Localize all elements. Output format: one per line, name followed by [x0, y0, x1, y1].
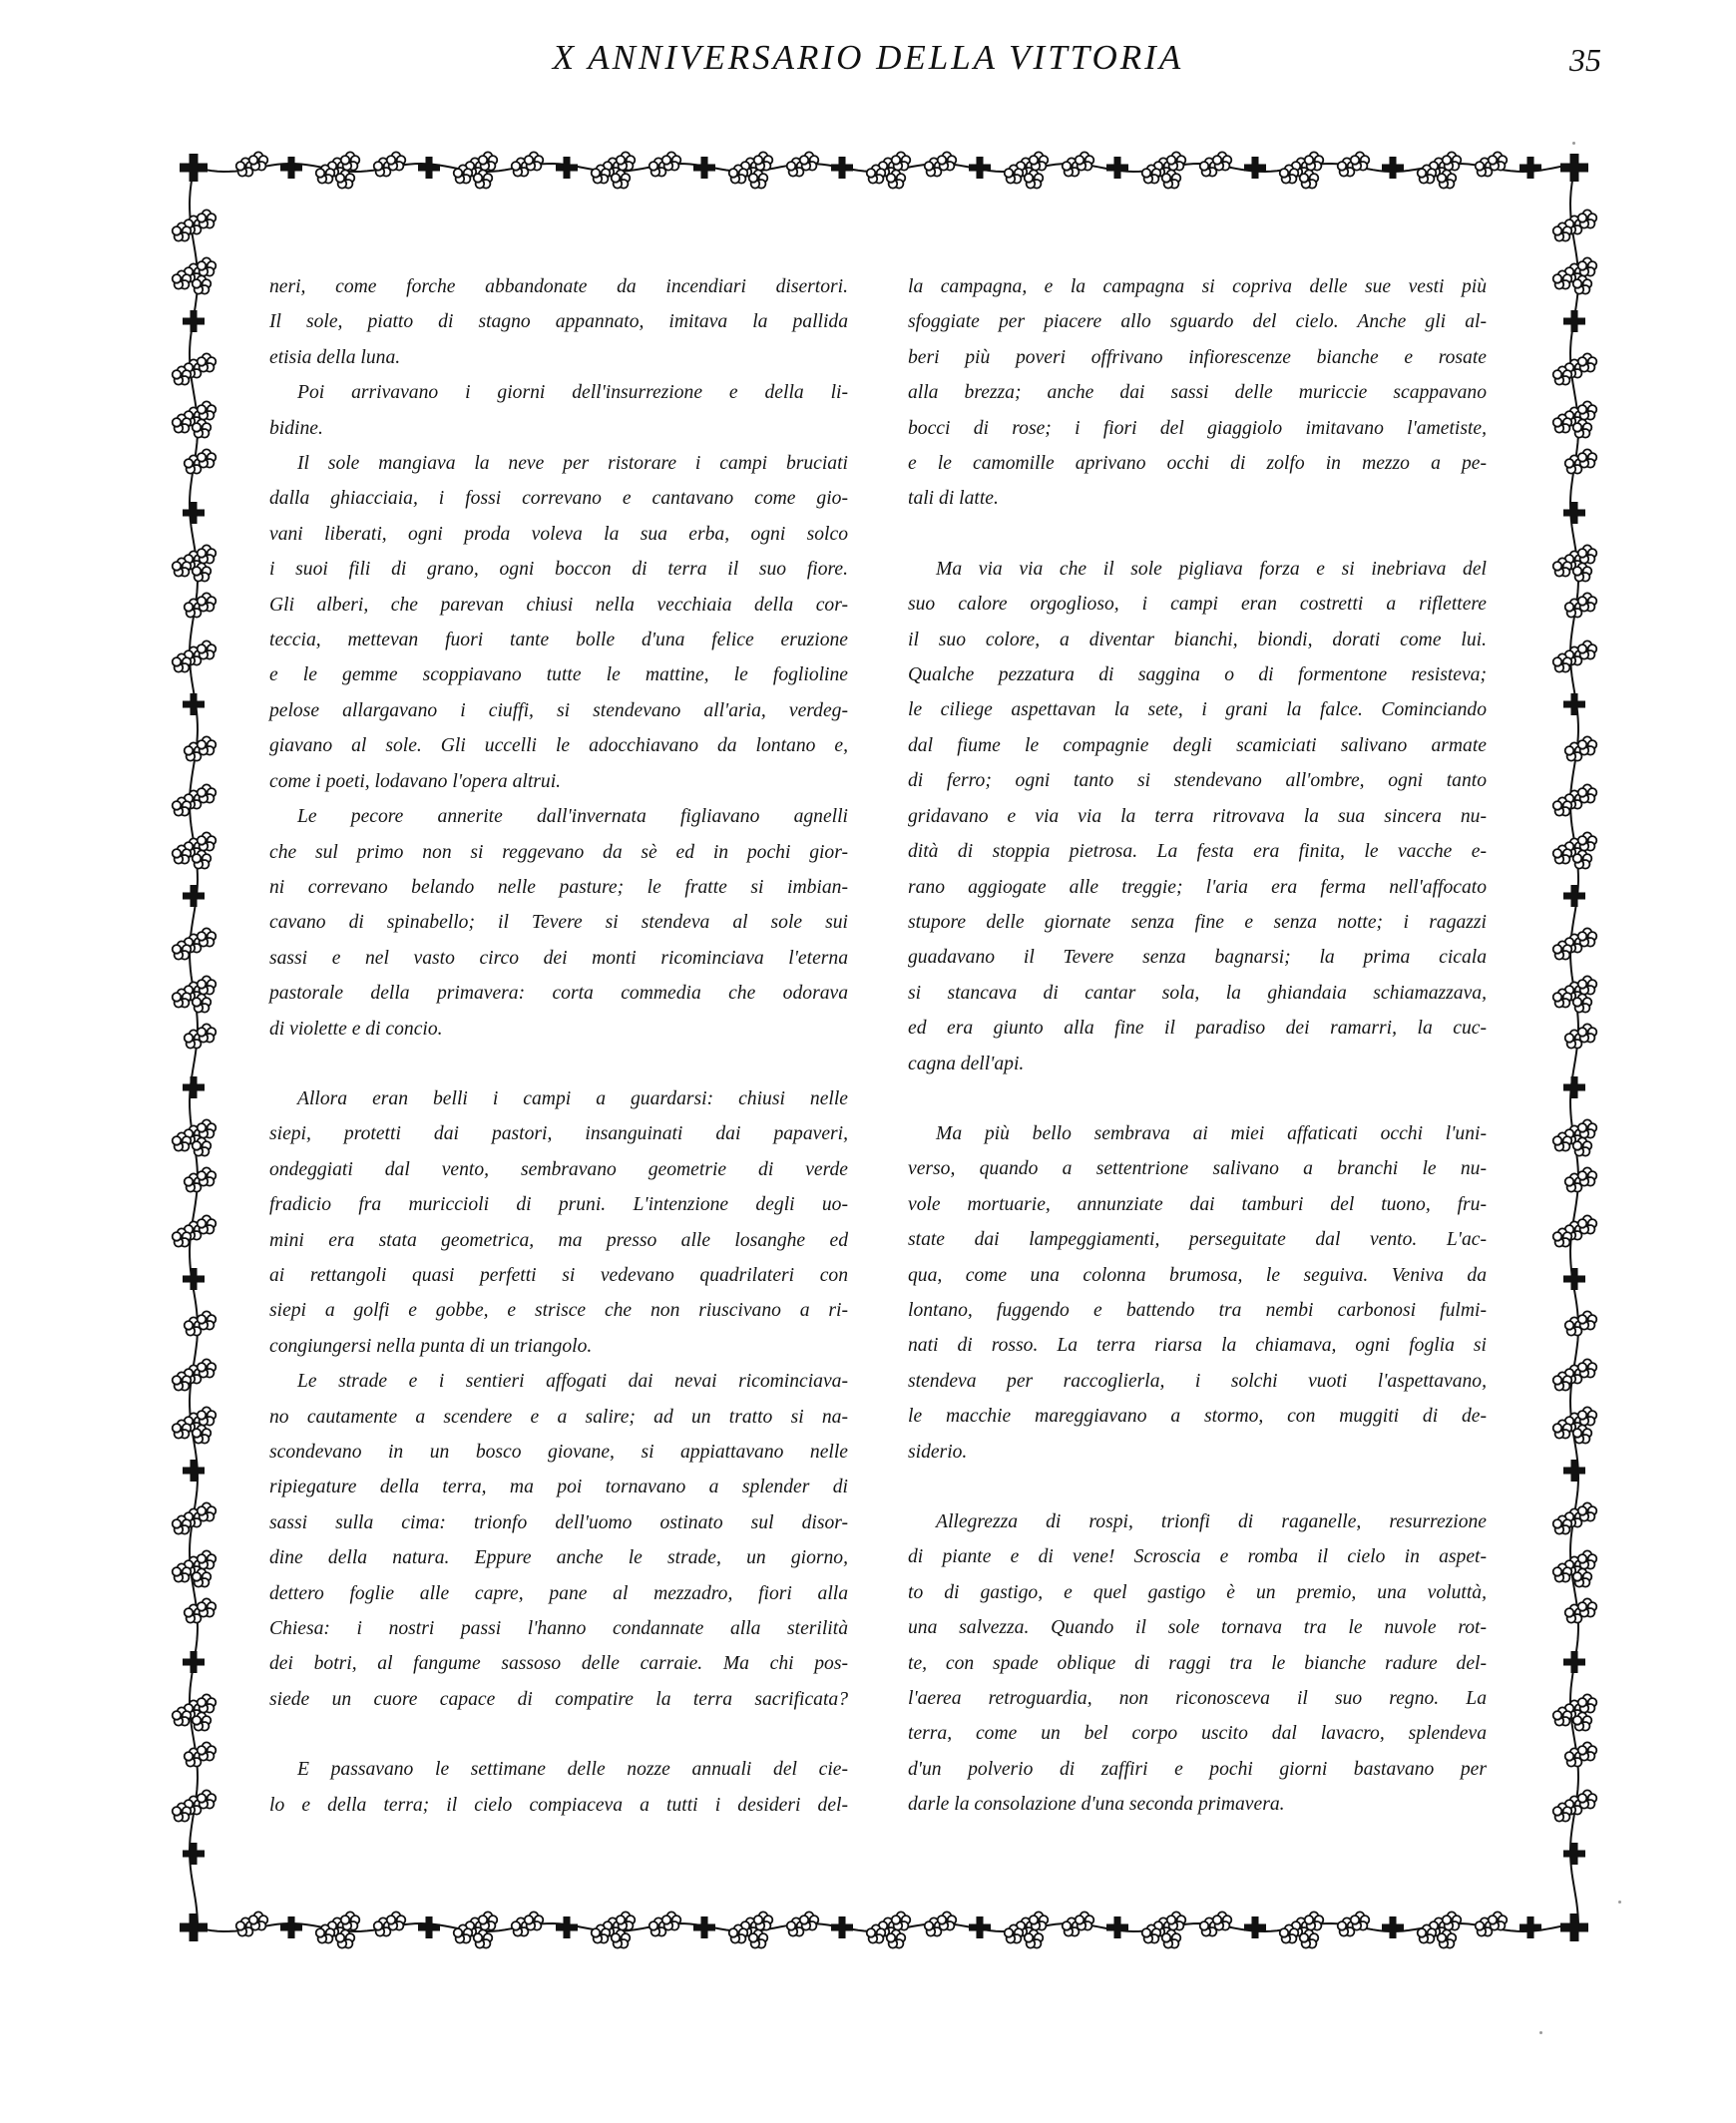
flower-cluster-icon	[173, 1694, 217, 1730]
text-line: bocci di rose; i fiori del giaggiolo imitavano l'ametiste,	[908, 417, 1487, 439]
flower-cluster-icon	[374, 152, 406, 176]
text-line: tali di latte.	[908, 488, 999, 510]
cross-icon	[1563, 310, 1585, 332]
text-line: si stancava di cantar sola, la ghiandaia schiamazzava,	[908, 982, 1487, 1004]
text-line: suo calore orgoglioso, i campi eran costretti a riflettere	[908, 594, 1487, 616]
text-line: la campagna, e la campagna si copriva delle sue vesti più	[908, 276, 1487, 297]
text-line: dità di stoppia pietrosa. La festa era finita, le vacche e-	[908, 841, 1487, 863]
text-line: l'aerea retroguardia, non riconosceva il suo regno. La	[908, 1688, 1487, 1710]
text-line: scondevano in un bosco giovane, si appiattavano nelle	[269, 1442, 848, 1463]
text-line: state dai lampeggiamenti, perseguitate dal vento. L'ac-	[908, 1229, 1487, 1251]
cross-icon	[1563, 1843, 1585, 1865]
flower-cluster-icon	[374, 1911, 406, 1935]
text-line: teccia, mettevan fuori tante bolle d'una felice eruzione	[269, 630, 848, 651]
text-line: to di gastigo, e quel gastigo è un premio, una voluttà,	[908, 1581, 1487, 1603]
text-line: pelose allargavano i ciuffi, si stendevano all'aria, verdeg-	[269, 699, 848, 721]
flower-cluster-icon	[1553, 832, 1597, 868]
text-line: dine della natura. Eppure anche le strade, un giorno,	[269, 1547, 848, 1569]
flower-cluster-icon	[1565, 1024, 1597, 1048]
flower-cluster-icon	[1553, 640, 1597, 671]
flower-cluster-icon	[592, 1911, 636, 1947]
cross-icon	[418, 1916, 440, 1938]
flower-cluster-icon	[236, 1911, 268, 1935]
text-line: Ma più bello sembrava ai miei affaticati occhi l'uni-	[936, 1122, 1487, 1144]
flower-cluster-icon	[787, 152, 819, 176]
text-line: dal fiume le compagnie degli scamiciati salivano armate	[908, 734, 1487, 756]
flower-cluster-icon	[454, 152, 498, 188]
flower-cluster-icon	[1553, 1407, 1597, 1443]
flower-cluster-icon	[185, 1024, 217, 1048]
cross-icon	[1382, 157, 1404, 179]
cross-icon	[180, 154, 208, 182]
flower-cluster-icon	[1553, 353, 1597, 384]
text-line: terra, come un bel corpo uscito dal lavacro, splendeva	[908, 1723, 1487, 1745]
text-line: Allora eran belli i campi a guardarsi: chiusi nelle	[297, 1087, 848, 1109]
text-line: bidine.	[269, 417, 323, 439]
cross-icon	[969, 157, 991, 179]
flower-cluster-icon	[867, 1911, 911, 1947]
flower-cluster-icon	[512, 1911, 544, 1935]
text-line: Poi arrivavano i giorni dell'insurrezione e della li-	[297, 382, 848, 404]
text-line: cagna dell'api.	[908, 1053, 1025, 1074]
cross-icon	[183, 1460, 205, 1482]
page-title: X ANNIVERSARIO DELLA VITTORIA	[552, 38, 1184, 77]
flower-cluster-icon	[1063, 152, 1094, 176]
flower-cluster-icon	[173, 928, 217, 959]
flower-cluster-icon	[1200, 1911, 1232, 1935]
text-line: guadavano il Tevere senza bagnarsi; la prima cicala	[908, 947, 1487, 969]
paragraph-gap	[269, 1717, 848, 1752]
flower-cluster-icon	[729, 1911, 773, 1947]
text-line: E passavano le settimane delle nozze annuali del cie-	[297, 1759, 848, 1781]
flower-cluster-icon	[1565, 1311, 1597, 1335]
left-column	[269, 269, 848, 1823]
text-line: che sul primo non si reggevano da sè ed in pochi gior-	[269, 841, 848, 863]
flower-cluster-icon	[173, 784, 217, 815]
flower-cluster-icon	[173, 832, 217, 868]
flower-cluster-icon	[1553, 976, 1597, 1012]
flower-cluster-icon	[1005, 152, 1049, 188]
cross-icon	[556, 1916, 578, 1938]
flower-cluster-icon	[316, 1911, 360, 1947]
flower-cluster-icon	[173, 353, 217, 384]
text-line: darle la consolazione d'una seconda primavera.	[908, 1794, 1285, 1816]
cross-icon	[280, 1916, 302, 1938]
text-line: siepi, protetti dai pastori, insanguinati dai papaveri,	[269, 1123, 848, 1145]
text-line: Gli alberi, che parevan chiusi nella vecchiaia della cor-	[269, 594, 848, 616]
text-line: congiungersi nella punta di un triangolo.	[269, 1335, 593, 1357]
flower-cluster-icon	[650, 1911, 681, 1935]
text-line: Il sole, piatto di stagno appannato, imitava la pallida	[269, 311, 848, 333]
cross-icon	[1519, 157, 1541, 179]
text-line: siderio.	[908, 1441, 968, 1463]
flower-cluster-icon	[173, 1550, 217, 1586]
text-line: dei botri, al fangume sassoso delle carraie. Ma chi pos-	[269, 1653, 848, 1675]
paragraph-gap	[908, 1081, 1487, 1116]
flower-cluster-icon	[1476, 152, 1508, 176]
flower-cluster-icon	[925, 152, 957, 176]
flower-cluster-icon	[185, 1742, 217, 1766]
paper-speck	[1539, 2031, 1542, 2034]
text-line: stendeva per raccoglierla, i solchi vuoti l'aspettavano,	[908, 1370, 1487, 1392]
text-line: Le pecore annerite dall'invernata figliavano agnelli	[297, 806, 848, 828]
cross-icon	[1563, 1651, 1585, 1673]
flower-cluster-icon	[787, 1911, 819, 1935]
cross-icon	[969, 1916, 991, 1938]
flower-cluster-icon	[185, 1311, 217, 1335]
cross-icon	[183, 1076, 205, 1098]
cross-icon	[1560, 154, 1588, 182]
flower-cluster-icon	[1338, 1911, 1370, 1935]
text-line: vole mortuarie, annunziate dai tamburi del tuono, fru-	[908, 1193, 1487, 1215]
flower-cluster-icon	[650, 152, 681, 176]
cross-icon	[1560, 1913, 1588, 1941]
flower-cluster-icon	[1200, 152, 1232, 176]
flower-cluster-icon	[185, 449, 217, 473]
flower-cluster-icon	[185, 736, 217, 760]
text-line: te, con spade oblique di raggi tra le bianche radure del-	[908, 1652, 1487, 1674]
text-line: Qualche pezzatura di saggina o di formentone resisteva;	[908, 664, 1487, 686]
text-line: ai rettangoli quasi perfetti si vedevano quadrilateri con	[269, 1264, 848, 1286]
cross-icon	[1244, 1916, 1266, 1938]
flower-cluster-icon	[173, 257, 217, 293]
cross-icon	[1563, 1268, 1585, 1290]
flower-cluster-icon	[592, 152, 636, 188]
flower-cluster-icon	[173, 545, 217, 581]
text-line: sfoggiate per piacere allo sguardo del cielo. Anche gli al-	[908, 311, 1487, 333]
flower-cluster-icon	[1553, 784, 1597, 815]
text-line: lo e della terra; il cielo compiaceva a tutti i desideri del-	[269, 1794, 848, 1816]
cross-icon	[280, 157, 302, 179]
cross-icon	[183, 1843, 205, 1865]
cross-icon	[831, 1916, 853, 1938]
cross-icon	[1563, 1076, 1585, 1098]
cross-icon	[1244, 157, 1266, 179]
cross-icon	[1563, 1460, 1585, 1482]
flower-cluster-icon	[1280, 152, 1324, 188]
flower-cluster-icon	[1553, 257, 1597, 293]
cross-icon	[831, 157, 853, 179]
cross-icon	[1563, 502, 1585, 524]
page-number: 35	[1569, 42, 1601, 78]
flower-cluster-icon	[236, 152, 268, 176]
cross-icon	[183, 693, 205, 715]
running-head	[0, 38, 1736, 78]
text-line: siede un cuore capace di compatire la terra sacrificata?	[269, 1688, 848, 1710]
cross-icon	[183, 310, 205, 332]
paper-speck	[1572, 142, 1575, 145]
text-line: vani liberati, ogni proda voleva la sua erba, ogni solco	[269, 523, 848, 545]
text-line: di piante e di vene! Scroscia e romba il cielo in aspet-	[908, 1546, 1487, 1568]
flower-cluster-icon	[173, 401, 217, 437]
flower-cluster-icon	[729, 152, 773, 188]
flower-cluster-icon	[173, 640, 217, 671]
text-line: di violette e di concio.	[269, 1018, 443, 1040]
flower-cluster-icon	[1565, 593, 1597, 617]
paper-speck	[1618, 1901, 1621, 1904]
flower-cluster-icon	[185, 1167, 217, 1191]
flower-cluster-icon	[1553, 1694, 1597, 1730]
right-column	[908, 269, 1487, 1823]
text-line: lontano, fuggendo e battendo tra nembi carbonosi fulmi-	[908, 1299, 1487, 1321]
cross-icon	[180, 1913, 208, 1941]
flower-cluster-icon	[1005, 1911, 1049, 1947]
flower-cluster-icon	[1565, 1167, 1597, 1191]
cross-icon	[556, 157, 578, 179]
text-line: ed era giunto alla fine il paradiso dei ramarri, la cuc-	[908, 1018, 1487, 1040]
flower-cluster-icon	[1142, 1911, 1186, 1947]
text-line: alla brezza; anche dai sassi delle muriccie scappavano	[908, 382, 1487, 404]
text-line: le macchie mareggiavano a stormo, con muggiti di de-	[908, 1406, 1487, 1428]
text-line: le ciliege aspettavan la sete, i grani la falce. Cominciando	[908, 699, 1487, 721]
paragraph-gap	[908, 517, 1487, 552]
flower-cluster-icon	[173, 976, 217, 1012]
text-line: etisia della luna.	[269, 346, 401, 368]
text-line: sassi e nel vasto circo dei monti ricominciava l'eterna	[269, 947, 848, 969]
flower-cluster-icon	[1553, 1550, 1597, 1586]
text-line: giavano al sole. Gli uccelli le adocchiavano da lontano e,	[269, 735, 848, 757]
text-line: siepi a golfi e gobbe, e strisce che non riuscivano a ri-	[269, 1300, 848, 1322]
cross-icon	[693, 1916, 715, 1938]
flower-cluster-icon	[925, 1911, 957, 1935]
text-line: come i poeti, lodavano l'opera altrui.	[269, 770, 562, 792]
paragraph-gap	[908, 1470, 1487, 1504]
flower-cluster-icon	[1280, 1911, 1324, 1947]
text-line: fradicio fra muricciolі di pruni. L'intenzione degli uo-	[269, 1194, 848, 1216]
flower-cluster-icon	[173, 1119, 217, 1155]
text-line: neri, come forche abbandonate da incendiari disertori.	[269, 276, 848, 297]
text-line: mini era stata geometrica, ma presso alle losanghe ed	[269, 1229, 848, 1251]
text-line: gridavano e via via la terra ritrovava la sua sincera nu-	[908, 805, 1487, 827]
flower-cluster-icon	[1553, 401, 1597, 437]
flower-cluster-icon	[1553, 210, 1597, 240]
text-line: ni correvano belando nelle pasture; le fratte si imbian-	[269, 876, 848, 898]
text-line: e le gemme scoppiavano tutte le mattine, le foglioline	[269, 664, 848, 686]
flower-cluster-icon	[1565, 736, 1597, 760]
flower-cluster-icon	[1565, 1742, 1597, 1766]
text-line: Allegrezza di rospi, trionfi di raganelle, resurrezione	[936, 1511, 1487, 1532]
flower-cluster-icon	[1142, 152, 1186, 188]
text-line: i suoi fili di grano, ogni boccon di terra il suo fiore.	[269, 559, 848, 581]
cross-icon	[1106, 1916, 1128, 1938]
text-line: beri più poveri offrivano infiorescenze bianche e rosate	[908, 346, 1487, 368]
flower-cluster-icon	[173, 1407, 217, 1443]
flower-cluster-icon	[173, 1215, 217, 1246]
text-line: Ma via via che il sole pigliava forza e si inebriava del	[936, 558, 1487, 580]
flower-cluster-icon	[1565, 449, 1597, 473]
text-line: e le camomille aprivano occhi di zolfo in mezzo a pe-	[908, 453, 1487, 475]
flower-cluster-icon	[1476, 1911, 1508, 1935]
text-line: qua, come una colonna brumosa, le seguiva. Veniva da	[908, 1264, 1487, 1286]
flower-cluster-icon	[1565, 1598, 1597, 1622]
flower-cluster-icon	[1063, 1911, 1094, 1935]
text-line: una salvezza. Quando il sole tornava tra le nuvole rot-	[908, 1617, 1487, 1639]
text-line: ripiegature della terra, ma poi tornavano a splender di	[269, 1477, 848, 1498]
text-line: sassi sulla cima: trionfo dell'uomo ostinato sul disor-	[269, 1511, 848, 1533]
cross-icon	[183, 1268, 205, 1290]
flower-cluster-icon	[454, 1911, 498, 1947]
text-line: Il sole mangiava la neve per ristorare i campi bruciati	[297, 453, 848, 475]
flower-cluster-icon	[512, 152, 544, 176]
cross-icon	[1106, 157, 1128, 179]
flower-cluster-icon	[867, 152, 911, 188]
flower-cluster-icon	[185, 1598, 217, 1622]
text-line: verso, quando a settentrione salivano a branchi le nu-	[908, 1158, 1487, 1180]
flower-cluster-icon	[1553, 545, 1597, 581]
flower-cluster-icon	[1418, 1911, 1462, 1947]
text-line: di ferro; ogni tanto si stendevano all'ombre, ogni tanto	[908, 770, 1487, 792]
text-line: rano aggiogate alle treggie; l'aria era ferma nell'affocato	[908, 876, 1487, 898]
text-line: dettero foglie alle capre, pane al mezzadro, fiori alla	[269, 1582, 848, 1604]
text-line: no cautamente a scendere e a salire; ad un tratto si na-	[269, 1406, 848, 1428]
cross-icon	[183, 502, 205, 524]
cross-icon	[693, 157, 715, 179]
paragraph-gap	[269, 1047, 848, 1081]
text-line: cavano di spinabello; il Tevere si stendeva al sole sui	[269, 912, 848, 934]
text-line: ondeggiati dal vento, sembravano geometrie di verde	[269, 1158, 848, 1180]
text-line: pastorale della primavera: corta commedia che odorava	[269, 983, 848, 1005]
text-line: stupore delle giornate senza fine e senza notte; i ragazzi	[908, 911, 1487, 933]
text-line: d'un polverio di zaffiri e pochi giorni bastavano per	[908, 1758, 1487, 1780]
flower-cluster-icon	[185, 593, 217, 617]
cross-icon	[1563, 885, 1585, 907]
flower-cluster-icon	[316, 152, 360, 188]
cross-icon	[1382, 1916, 1404, 1938]
flower-cluster-icon	[1553, 1119, 1597, 1155]
cross-icon	[183, 885, 205, 907]
cross-icon	[183, 1651, 205, 1673]
cross-icon	[1519, 1916, 1541, 1938]
flower-cluster-icon	[1553, 928, 1597, 959]
text-line: il suo colore, a diventar bianchi, biondi, dorati come lui.	[908, 629, 1487, 650]
text-line: dalla ghiacciaia, i fossi correvano e cantavano come gio-	[269, 488, 848, 510]
flower-cluster-icon	[1553, 1215, 1597, 1246]
flower-cluster-icon	[1418, 152, 1462, 188]
text-line: nati di rosso. La terra riarsa la chiamava, ogni foglia si	[908, 1335, 1487, 1357]
flower-cluster-icon	[1338, 152, 1370, 176]
cross-icon	[1563, 693, 1585, 715]
cross-icon	[418, 157, 440, 179]
text-line: Chiesa: i nostri passi l'hanno condannate alla sterilità	[269, 1618, 848, 1640]
flower-cluster-icon	[173, 210, 217, 240]
text-line: Le strade e i sentieri affogati dai nevai ricominciava-	[297, 1371, 848, 1393]
